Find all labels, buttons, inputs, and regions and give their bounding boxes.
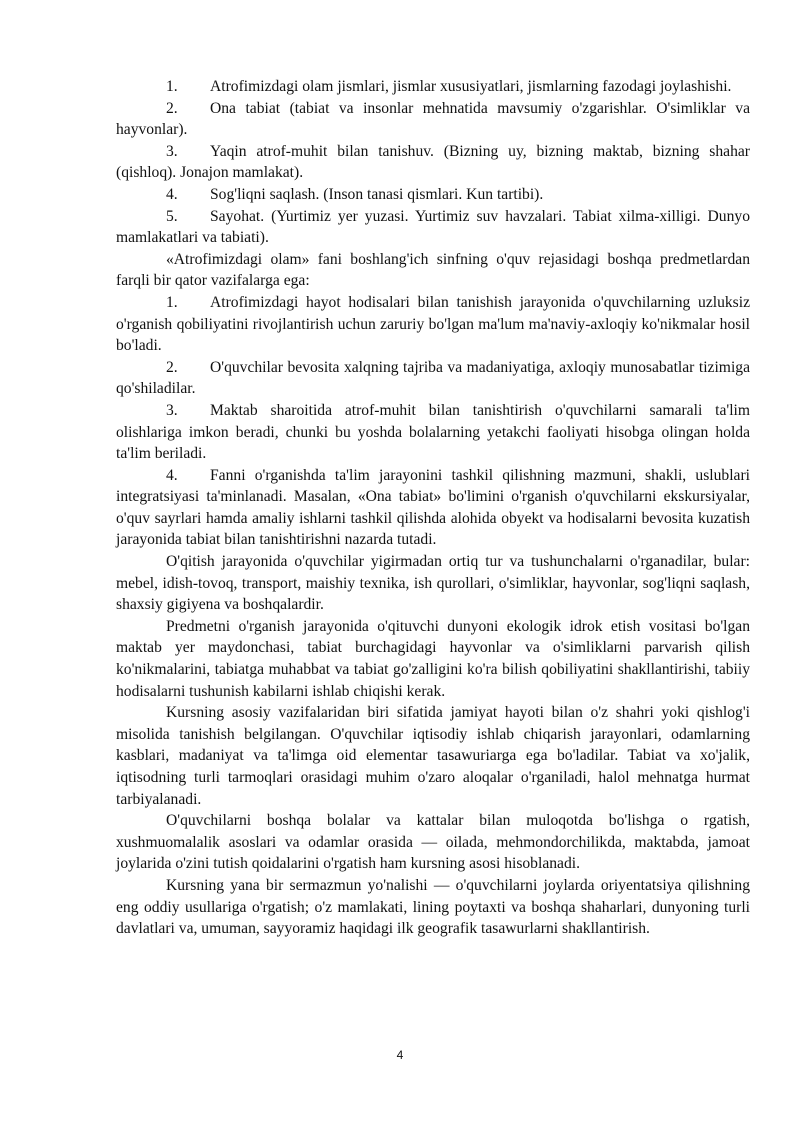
list-item (116, 206, 750, 249)
list-item (116, 357, 750, 400)
list-item-number: 4. (166, 466, 178, 484)
list-item-number: 1. (166, 78, 178, 95)
list-item-text: O'quvchilar bevosita xalqning tajriba va madaniyatiga, axloqiy munosabatlar tizimiga qo'shiladilar. (116, 358, 750, 398)
list-item-text: Atrofimizdagi olam jismlari, jismlar xususiyatlari, jismlarning fazodagi joylashishi. (210, 78, 732, 95)
list-item (116, 400, 750, 465)
list-item-text: Maktab sharoitida atrof-muhit bilan tanishtirish o'quvchilarni samarali ta'lim olishlariga imkon beradi, chunki bu yoshda bolalarning yetakchi faoliyati hisobga olingan holda ta'lim beriladi. (116, 401, 750, 463)
list-item (116, 292, 750, 357)
list-item-text: Ona tabiat (tabiat va insonlar mehnatida mavsumiy o'zgarishlar. O'simliklar va hayvonlar). (116, 99, 750, 139)
body-paragraph: Kursning asosiy vazifalaridan biri sifatida jamiyat hayoti bilan o'z shahri yoki qishlog'i misolida tanishish belgilangan. O'quvchilar iqtisodiy ishlab chiqarish jarayonlari, odamlarning kasblari, madaniyat va ta'limga oid elementar tasawuriarga ega bo'ladilar. Tabiat va xo'jalik, iqtisodning turli tarmoqlari orasidagi muhim o'zaro aloqalar o'rganiladi, halol mehnatga hurmat tarbiyalanadi. (116, 704, 750, 808)
intro-paragraph: «Atrofimizdagi olam» fani boshlang'ich sinfning o'quv rejasidagi boshqa predmetlardan farqli bir qator vazifalarga ega: (116, 250, 750, 290)
list-item-number: 2. (166, 99, 178, 117)
body-paragraph: O'quvchilarni boshqa bolalar va kattalar bilan muloqotda bo'lishga o rgatish, xushmuomalalik asoslari va odamlar orasida — oilada, mehmondorchilikda, maktabda, jamoat joylarida o'zini tutish qoidalarini o'rgatish ham kursning asosi hisoblanadi. (116, 812, 750, 873)
list-item-text: Atrofimizdagi hayot hodisalari bilan tanishish jarayonida o'quvchilarning uzluksiz o'rganish qobiliyatini rivojlantirish uchun zaruriy bo'lgan ma'lum ma'naviy-axloqiy ko'nikmalar hosil bo'ladi. (116, 293, 750, 355)
list-item-number: 5. (166, 207, 178, 225)
body-paragraph: Predmetni o'rganish jarayonida o'qituvchi dunyoni ekologik idrok etish vositasi bo'lgan maktab yer maydonchasi, tabiat burchagidagi hayvonlar va o'simliklarni parvarish qilish ko'nikmalarini, tabiatga muhabbat va tabiat go'zalligini ko'ra bilish qobiliyatini shakllantirishi, tabiiy hodisalarni tushunish kabilarni ishlab chiqishi kerak. (116, 617, 750, 700)
list-item (116, 141, 750, 184)
document-page (116, 76, 750, 940)
list-item (116, 76, 750, 98)
list-item-text: Fanni o'rganishda ta'lim jarayonini tashkil qilishning mazmuni, shakli, uslublari integratsiyasi ta'minlanadi. Masalan, «Ona tabiat» bo'limini o'rganish o'quvchilarni ekskursiyalar, o'quv sayrlari hamda amaliy ishlarni tashkil qilishda alohida obyekt va hodisalarni bevosita kuzatish jarayonida tabiat bilan tanishtirishni nazarda tutadi. (116, 466, 750, 549)
list-item-text: Sog'liqni saqlash. (Inson tanasi qismlari. Kun tartibi). (210, 185, 544, 203)
body-paragraph: O'qitish jarayonida o'quvchilar yigirmadan ortiq tur va tushunchalarni o'rganadilar, bular: mebel, idish-tovoq, transport, maishiy texnika, ish qurollari, o'simliklar, hayvonlar, sog'liqni saqlash, shaxsiy gigiyena va boshqalardir. (116, 553, 750, 614)
list-item (116, 465, 750, 551)
list-item-text: Sayohat. (Yurtimiz yer yuzasi. Yurtimiz suv havzalari. Tabiat xilma-xilligi. Dunyo mamlakatlari va tabiati). (116, 207, 750, 247)
list-item-text: Yaqin atrof-muhit bilan tanishuv. (Bizning uy, bizning maktab, bizning shahar (qishloq). Jonajon mamlakat). (116, 142, 750, 182)
list-item-number: 1. (166, 293, 178, 311)
body-paragraph: Kursning yana bir sermazmun yo'nalishi — o'quvchilarni joylarda oriyentatsiya qilishning eng oddiy usullariga o'rgatish; o'z mamlakati, lining poytaxti va boshqa shaharlari, dunyoning turli davlatlari va, umuman, sayyoramiz haqidagi ilk geografik tasawurlarni shakllantirish. (116, 876, 750, 938)
list-item-number: 3. (166, 142, 178, 160)
list-item (116, 184, 750, 206)
page-number: 4 (396, 1048, 404, 1062)
list-item (116, 98, 750, 141)
list-item-number: 2. (166, 358, 178, 376)
list-item-number: 3. (166, 401, 178, 419)
list-item-number: 4. (166, 185, 178, 203)
